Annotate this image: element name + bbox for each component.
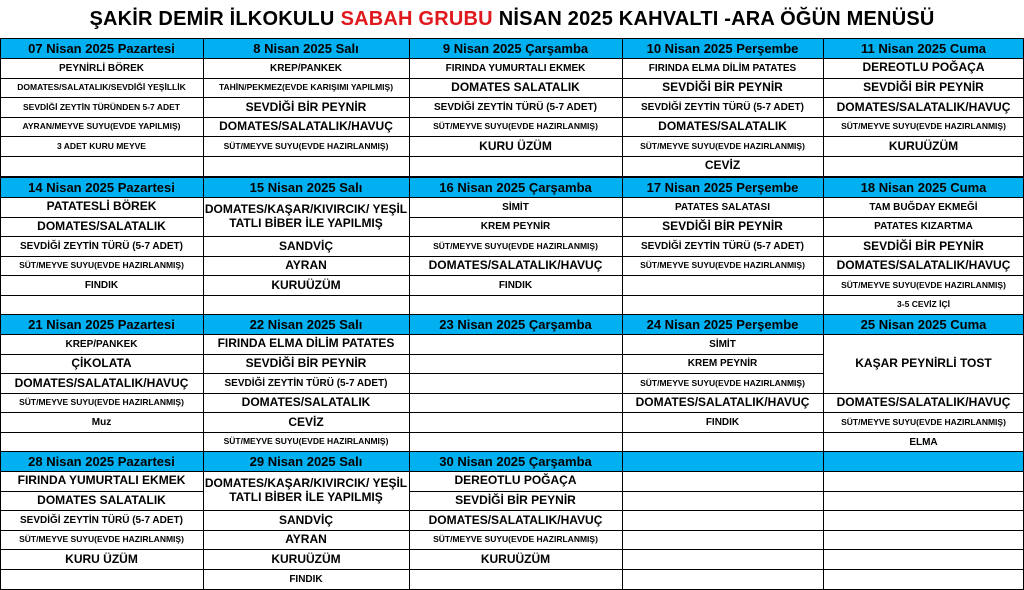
menu-item: SEVDİĞİ ZEYTİN TÜRÜ (5-7 ADET) (622, 98, 823, 118)
day-header: 15 Nisan 2025 Salı (203, 177, 409, 198)
menu-item: SÜT/MEYVE SUYU(EVDE HAZIRLANMIŞ) (409, 118, 622, 138)
menu-item: TAM BUĞDAY EKMEĞİ (823, 198, 1024, 218)
menu-item: SÜT/MEYVE SUYU(EVDE HAZIRLANMIŞ) (203, 137, 409, 157)
day-header (823, 451, 1024, 472)
menu-item: DOMATES/SALATALIK/SEVDİĞİ YEŞİLLİK (0, 79, 203, 99)
menu-item: AYRAN (203, 531, 409, 551)
menu-item (823, 531, 1024, 551)
day-header: 29 Nisan 2025 Salı (203, 451, 409, 472)
menu-item: KURUÜZÜM (409, 550, 622, 570)
column-divider (409, 38, 410, 589)
menu-item (622, 433, 823, 453)
school-name: ŞAKİR DEMİR İLKOKULU (89, 7, 335, 30)
menu-item: FIRINDA YUMURTALI EKMEK (0, 472, 203, 492)
menu-item: ÇİKOLATA (0, 355, 203, 375)
menu-item: CEVİZ (203, 413, 409, 433)
menu-item: AYRAN/MEYVE SUYU(EVDE YAPILMIŞ) (0, 118, 203, 138)
menu-item: DOMATES SALATALIK (0, 492, 203, 512)
menu-item: SEVDİĞİ ZEYTİN TÜRÜ (5-7 ADET) (409, 98, 622, 118)
menu-item: DOMATES/SALATALIK (622, 118, 823, 138)
day-header: 10 Nisan 2025 Perşembe (622, 38, 823, 59)
menu-item: AYRAN (203, 257, 409, 277)
menu-item: FINDIK (203, 570, 409, 590)
menu-item (823, 492, 1024, 512)
menu-item (823, 570, 1024, 590)
menu-item: Muz (0, 413, 203, 433)
menu-item (823, 472, 1024, 492)
menu-item: DOMATES/SALATALIK (0, 218, 203, 238)
day-header: 21 Nisan 2025 Pazartesi (0, 314, 203, 335)
day-header: 18 Nisan 2025 Cuma (823, 177, 1024, 198)
menu-item: SANDVİÇ (203, 511, 409, 531)
menu-item: KURUÜZÜM (203, 550, 409, 570)
menu-item (409, 335, 622, 355)
day-header: 11 Nisan 2025 Cuma (823, 38, 1024, 59)
menu-item (409, 433, 622, 453)
menu-item (622, 550, 823, 570)
menu-item: SEVDİĞİ BİR PEYNİR (622, 218, 823, 238)
menu-item (203, 157, 409, 177)
menu-item: PATATES KIZARTMA (823, 218, 1024, 238)
menu-item: PEYNİRLİ BÖREK (0, 59, 203, 79)
menu-item: SEVDİĞİ ZEYTİN TÜRÜ (5-7 ADET) (0, 511, 203, 531)
menu-item: DOMATES/SALATALIK/HAVUÇ (823, 257, 1024, 277)
menu-item (622, 296, 823, 316)
menu-item: KURU ÜZÜM (409, 137, 622, 157)
menu-item (0, 433, 203, 453)
menu-item: DOMATES/SALATALIK/HAVUÇ (409, 257, 622, 277)
menu-item: DOMATES SALATALIK (409, 79, 622, 99)
day-header: 30 Nisan 2025 Çarşamba (409, 451, 622, 472)
menu-item: FINDIK (0, 276, 203, 296)
menu-item: SÜT/MEYVE SUYU(EVDE HAZIRLANMIŞ) (409, 531, 622, 551)
menu-item: PATATESLİ BÖREK (0, 198, 203, 218)
menu-item: SÜT/MEYVE SUYU(EVDE HAZIRLANMIŞ) (0, 531, 203, 551)
menu-item: FINDIK (409, 276, 622, 296)
column-divider (0, 38, 1, 589)
menu-item: SÜT/MEYVE SUYU(EVDE HAZIRLANMIŞ) (622, 257, 823, 277)
menu-item: 3-5 CEVİZ İÇİ (823, 296, 1024, 316)
menu-item (203, 296, 409, 316)
menu-item: SEVDİĞİ BİR PEYNİR (622, 79, 823, 99)
menu-item (409, 157, 622, 177)
menu-item: KURUÜZÜM (823, 137, 1024, 157)
menu-item (622, 570, 823, 590)
menu-item: KREP/PANKEK (0, 335, 203, 355)
menu-item (0, 157, 203, 177)
menu-item (409, 413, 622, 433)
menu-item: SÜT/MEYVE SUYU(EVDE HAZIRLANMIŞ) (622, 137, 823, 157)
menu-item: SEVDİĞİ BİR PEYNİR (409, 492, 622, 512)
menu-item: SÜT/MEYVE SUYU(EVDE HAZIRLANMIŞ) (823, 276, 1024, 296)
menu-item: KURU ÜZÜM (0, 550, 203, 570)
day-header: 28 Nisan 2025 Pazartesi (0, 451, 203, 472)
menu-item: SEVDİĞİ BİR PEYNİR (203, 355, 409, 375)
menu-item (622, 531, 823, 551)
menu-item (409, 355, 622, 375)
menu-item: SEVDİĞİ BİR PEYNİR (203, 98, 409, 118)
menu-item: SEVDİĞİ BİR PEYNİR (823, 237, 1024, 257)
menu-item: FINDIK (622, 413, 823, 433)
menu-item: SÜT/MEYVE SUYU(EVDE HAZIRLANMIŞ) (203, 433, 409, 453)
day-header: 8 Nisan 2025 Salı (203, 38, 409, 59)
page-title (0, 0, 1024, 38)
menu-item: DEREOTLU POĞAÇA (409, 472, 622, 492)
menu-item: KURUÜZÜM (203, 276, 409, 296)
menu-item: DOMATES/SALATALIK/HAVUÇ (0, 374, 203, 394)
menu-item: FIRINDA YUMURTALI EKMEK (409, 59, 622, 79)
day-header: 16 Nisan 2025 Çarşamba (409, 177, 622, 198)
menu-item (823, 157, 1024, 177)
day-header: 14 Nisan 2025 Pazartesi (0, 177, 203, 198)
menu-item: ELMA (823, 433, 1024, 453)
menu-item (823, 511, 1024, 531)
menu-item: SEVDİĞİ BİR PEYNİR (823, 79, 1024, 99)
menu-item (409, 296, 622, 316)
menu-item: FIRINDA ELMA DİLİM PATATES (203, 335, 409, 355)
menu-item: KAŞAR PEYNİRLİ TOST (823, 335, 1024, 394)
menu-item (622, 472, 823, 492)
menu-item: DOMATES/KAŞAR/KIVIRCIK/ YEŞİL TATLI BİBER İLE YAPILMIŞ (203, 472, 409, 511)
menu-item (409, 570, 622, 590)
menu-item: SÜT/MEYVE SUYU(EVDE HAZIRLANMIŞ) (622, 374, 823, 394)
menu-item: SEVDİĞİ ZEYTİN TÜRÜ (5-7 ADET) (622, 237, 823, 257)
menu-item: KREM PEYNİR (409, 218, 622, 238)
column-divider (823, 38, 824, 589)
menu-item: SEVDİĞİ ZEYTİN TÜRÜ (5-7 ADET) (203, 374, 409, 394)
menu-item: DOMATES/KAŞAR/KIVIRCIK/ YEŞİL TATLI BİBER İLE YAPILMIŞ (203, 198, 409, 237)
menu-item: DOMATES/SALATALIK/HAVUÇ (409, 511, 622, 531)
menu-item (409, 374, 622, 394)
menu-item: SEVDİĞİ ZEYTİN TÜRÜNDEN 5-7 ADET (0, 98, 203, 118)
menu-item (622, 511, 823, 531)
day-header: 17 Nisan 2025 Perşembe (622, 177, 823, 198)
menu-item: SANDVİÇ (203, 237, 409, 257)
menu-item: SÜT/MEYVE SUYU(EVDE HAZIRLANMIŞ) (0, 257, 203, 277)
menu-item: DOMATES/SALATALIK/HAVUÇ (622, 394, 823, 414)
menu-item: KREP/PANKEK (203, 59, 409, 79)
menu-item: SÜT/MEYVE SUYU(EVDE HAZIRLANMIŞ) (0, 394, 203, 414)
menu-item: 3 ADET KURU MEYVE (0, 137, 203, 157)
menu-item: DOMATES/SALATALIK/HAVUÇ (823, 394, 1024, 414)
menu-item (0, 296, 203, 316)
column-divider (203, 38, 204, 589)
menu-item: DOMATES/SALATALIK/HAVUÇ (203, 118, 409, 138)
menu-item: KREM PEYNİR (622, 355, 823, 375)
menu-item: DEREOTLU POĞAÇA (823, 59, 1024, 79)
day-header: 9 Nisan 2025 Çarşamba (409, 38, 622, 59)
menu-item (823, 550, 1024, 570)
menu-item: SÜT/MEYVE SUYU(EVDE HAZIRLANMIŞ) (409, 237, 622, 257)
menu-item (622, 492, 823, 512)
menu-item: SÜT/MEYVE SUYU(EVDE HAZIRLANMIŞ) (823, 118, 1024, 138)
menu-item (409, 394, 622, 414)
day-header (622, 451, 823, 472)
menu-table (0, 38, 1024, 589)
menu-item: DOMATES/SALATALIK/HAVUÇ (823, 98, 1024, 118)
menu-item: CEVİZ (622, 157, 823, 177)
menu-item: TAHİN/PEKMEZ(EVDE KARIŞIMI YAPILMIŞ) (203, 79, 409, 99)
menu-title: NİSAN 2025 KAHVALTI -ARA ÖĞÜN MENÜSÜ (498, 7, 935, 30)
day-header: 23 Nisan 2025 Çarşamba (409, 314, 622, 335)
day-header: 22 Nisan 2025 Salı (203, 314, 409, 335)
menu-item: PATATES SALATASI (622, 198, 823, 218)
menu-item: FIRINDA ELMA DİLİM PATATES (622, 59, 823, 79)
group-name: SABAH GRUBU (340, 7, 493, 30)
menu-item: SİMİT (622, 335, 823, 355)
column-divider (622, 38, 623, 589)
menu-item (622, 276, 823, 296)
day-header: 25 Nisan 2025 Cuma (823, 314, 1024, 335)
menu-item: SİMİT (409, 198, 622, 218)
menu-item: DOMATES/SALATALIK (203, 394, 409, 414)
menu-item (0, 570, 203, 590)
menu-item: SÜT/MEYVE SUYU(EVDE HAZIRLANMIŞ) (823, 413, 1024, 433)
menu-item: SEVDİĞİ ZEYTİN TÜRÜ (5-7 ADET) (0, 237, 203, 257)
day-header: 24 Nisan 2025 Perşembe (622, 314, 823, 335)
day-header: 07 Nisan 2025 Pazartesi (0, 38, 203, 59)
